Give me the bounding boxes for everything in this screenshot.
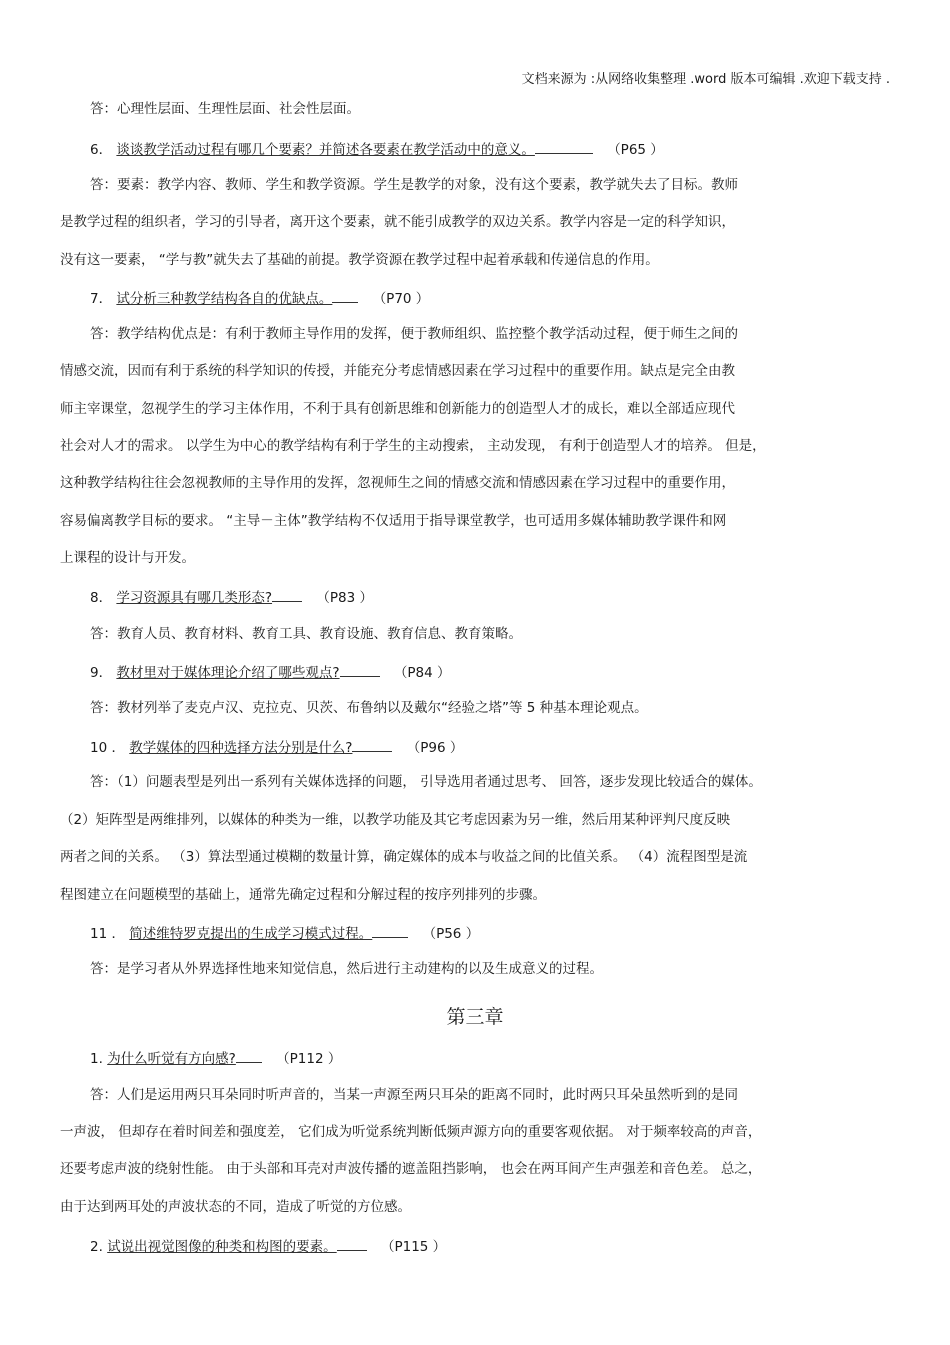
page-reference: （P84 ） [393, 665, 451, 681]
page-reference: （P112 ） [276, 1051, 342, 1067]
chapter3-answer-1-line-3: 还要考虑声波的绕射性能。 由于头部和耳壳对声波传播的遮盖阻挡影响， 也会在两耳间产生声强差和音色差。 总之， [60, 1161, 762, 1177]
underline-blank [332, 288, 358, 303]
question-number: 1. [90, 1051, 103, 1067]
answer-7-line-2: 情感交流，因而有利于系统的科学知识的传授，并能充分考虑情感因素在学习过程中的重要作用。缺点是完全由教 [60, 363, 735, 379]
question-title: 简述维特罗克提出的生成学习模式过程。 [129, 926, 373, 942]
question-8 [90, 587, 373, 608]
question-10 [90, 737, 463, 758]
question-title: 试说出视觉图像的种类和构图的要素。 [107, 1239, 337, 1255]
underline-blank [535, 139, 593, 154]
underline-blank [236, 1048, 262, 1063]
question-title: 学习资源具有哪几类形态? [116, 590, 273, 606]
chapter3-answer-1-line-2: 一声波， 但却存在着时间差和强度差， 它们成为听觉系统判断低频声源方向的重要客观依据。 对于频率较高的声音， [60, 1124, 762, 1140]
answer-6-line-1: 答：要素：教学内容、教师、学生和教学资源。学生是教学的对象，没有这个要素，教学就失去了目标。教师 [90, 177, 738, 193]
underline-blank [340, 662, 380, 677]
answer-10-line-4: 程图建立在问题模型的基础上，通常先确定过程和分解过程的按序列排列的步骤。 [60, 887, 546, 903]
page-reference: （P56 ） [422, 926, 480, 942]
page-reference: （P65 ） [607, 142, 664, 158]
answer-7-line-1: 答：教学结构优点是：有利于教师主导作用的发挥，便于教师组织、监控整个教学活动过程，便于师生之间的 [90, 326, 738, 342]
question-7 [90, 288, 429, 309]
underline-blank [372, 923, 408, 938]
question-number: 8． [90, 590, 113, 606]
chapter3-answer-1-line-4: 由于达到两耳处的声波状态的不同，造成了听觉的方位感。 [60, 1199, 411, 1215]
question-number: 11 ． [90, 926, 125, 942]
chapter-heading: 第三章 [446, 1006, 504, 1028]
question-title: 试分析三种教学结构各自的优缺点。 [116, 291, 333, 307]
underline-blank [337, 1236, 367, 1251]
question-number: 2. [90, 1239, 103, 1255]
answer-7-line-5: 这种教学结构往往会忽视教师的主导作用的发挥，忽视师生之间的情感交流和情感因素在学习过程中的重要作用， [60, 475, 735, 491]
question-11 [90, 923, 479, 944]
underline-blank [352, 737, 392, 752]
answer-11: 答：是学习者从外界选择性地来知觉信息，然后进行主动建构的以及生成意义的过程。 [90, 961, 603, 977]
chapter3-answer-1-line-1: 答：人们是运用两只耳朵同时听声音的，当某一声源至两只耳朵的距离不同时，此时两只耳朵虽然听到的是同 [90, 1087, 738, 1103]
question-title: 为什么听觉有方向感? [107, 1051, 236, 1067]
page-reference: （P70 ） [372, 291, 430, 307]
chapter3-question-1 [90, 1048, 341, 1069]
answer-7-line-6: 容易偏离教学目标的要求。 “主导－主体”教学结构不仅适用于指导课堂教学，也可适用多媒体辅助教学课件和网 [60, 513, 727, 529]
question-title: 谈谈教学活动过程有哪几个要素？并简述各要素在教学活动中的意义。 [116, 142, 535, 158]
question-9 [90, 662, 450, 683]
question-number: 7． [90, 291, 113, 307]
answer-10-line-1: 答：（1）问题表型是列出一系列有关媒体选择的问题， 引导选用者通过思考、 回答，逐步发现比较适合的媒体。 [90, 774, 762, 790]
chapter3-question-2 [90, 1236, 446, 1257]
answer-8: 答：教育人员、教育材料、教育工具、教育设施、教育信息、教育策略。 [90, 626, 522, 642]
page-reference: （P115 ） [380, 1239, 447, 1255]
question-6 [90, 139, 664, 160]
page-reference: （P96 ） [406, 740, 464, 756]
question-number: 6． [90, 142, 113, 158]
underline-blank [272, 587, 302, 602]
answer-7-line-7: 上课程的设计与开发。 [60, 550, 195, 566]
answer-6-line-3: 没有这一要素， “学与教”就失去了基础的前提。教学资源在教学过程中起着承载和传递信息的作用。 [60, 252, 659, 268]
question-title: 教学媒体的四种选择方法分别是什么? [129, 740, 353, 756]
question-title: 教材里对于媒体理论介绍了哪些观点? [116, 665, 340, 681]
answer-7-line-3: 师主宰课堂，忽视学生的学习主体作用，不利于具有创新思维和创新能力的创造型人才的成长，难以全部适应现代 [60, 401, 735, 417]
answer-6-line-2: 是教学过程的组织者，学习的引导者，离开这个要素，就不能引成教学的双边关系。教学内容是一定的科学知识， [60, 214, 735, 230]
answer-10-line-2: （2）矩阵型是两维排列，以媒体的种类为一维，以教学功能及其它考虑因素为另一维，然后用某种评判尺度反映 [60, 812, 731, 828]
page-reference: （P83 ） [316, 590, 373, 606]
question-number: 9． [90, 665, 113, 681]
header-note: 文档来源为 :从网络收集整理 .word 版本可编辑 .欢迎下载支持 . [521, 72, 890, 87]
answer-7-line-4: 社会对人才的需求。 以学生为中心的教学结构有利于学生的主动搜索， 主动发现， 有利于创造型人才的培养。 但是， [60, 438, 766, 454]
answer-5: 答：心理性层面、生理性层面、社会性层面。 [90, 101, 360, 117]
answer-9: 答：教材列举了麦克卢汉、克拉克、贝茨、布鲁纳以及戴尔“经验之塔”等 5 种基本理论观点。 [90, 700, 648, 716]
question-number: 10 ． [90, 740, 125, 756]
answer-10-line-3: 两者之间的关系。 （3）算法型通过模糊的数量计算，确定媒体的成本与收益之间的比值关系。 （4）流程图型是流 [60, 849, 748, 865]
